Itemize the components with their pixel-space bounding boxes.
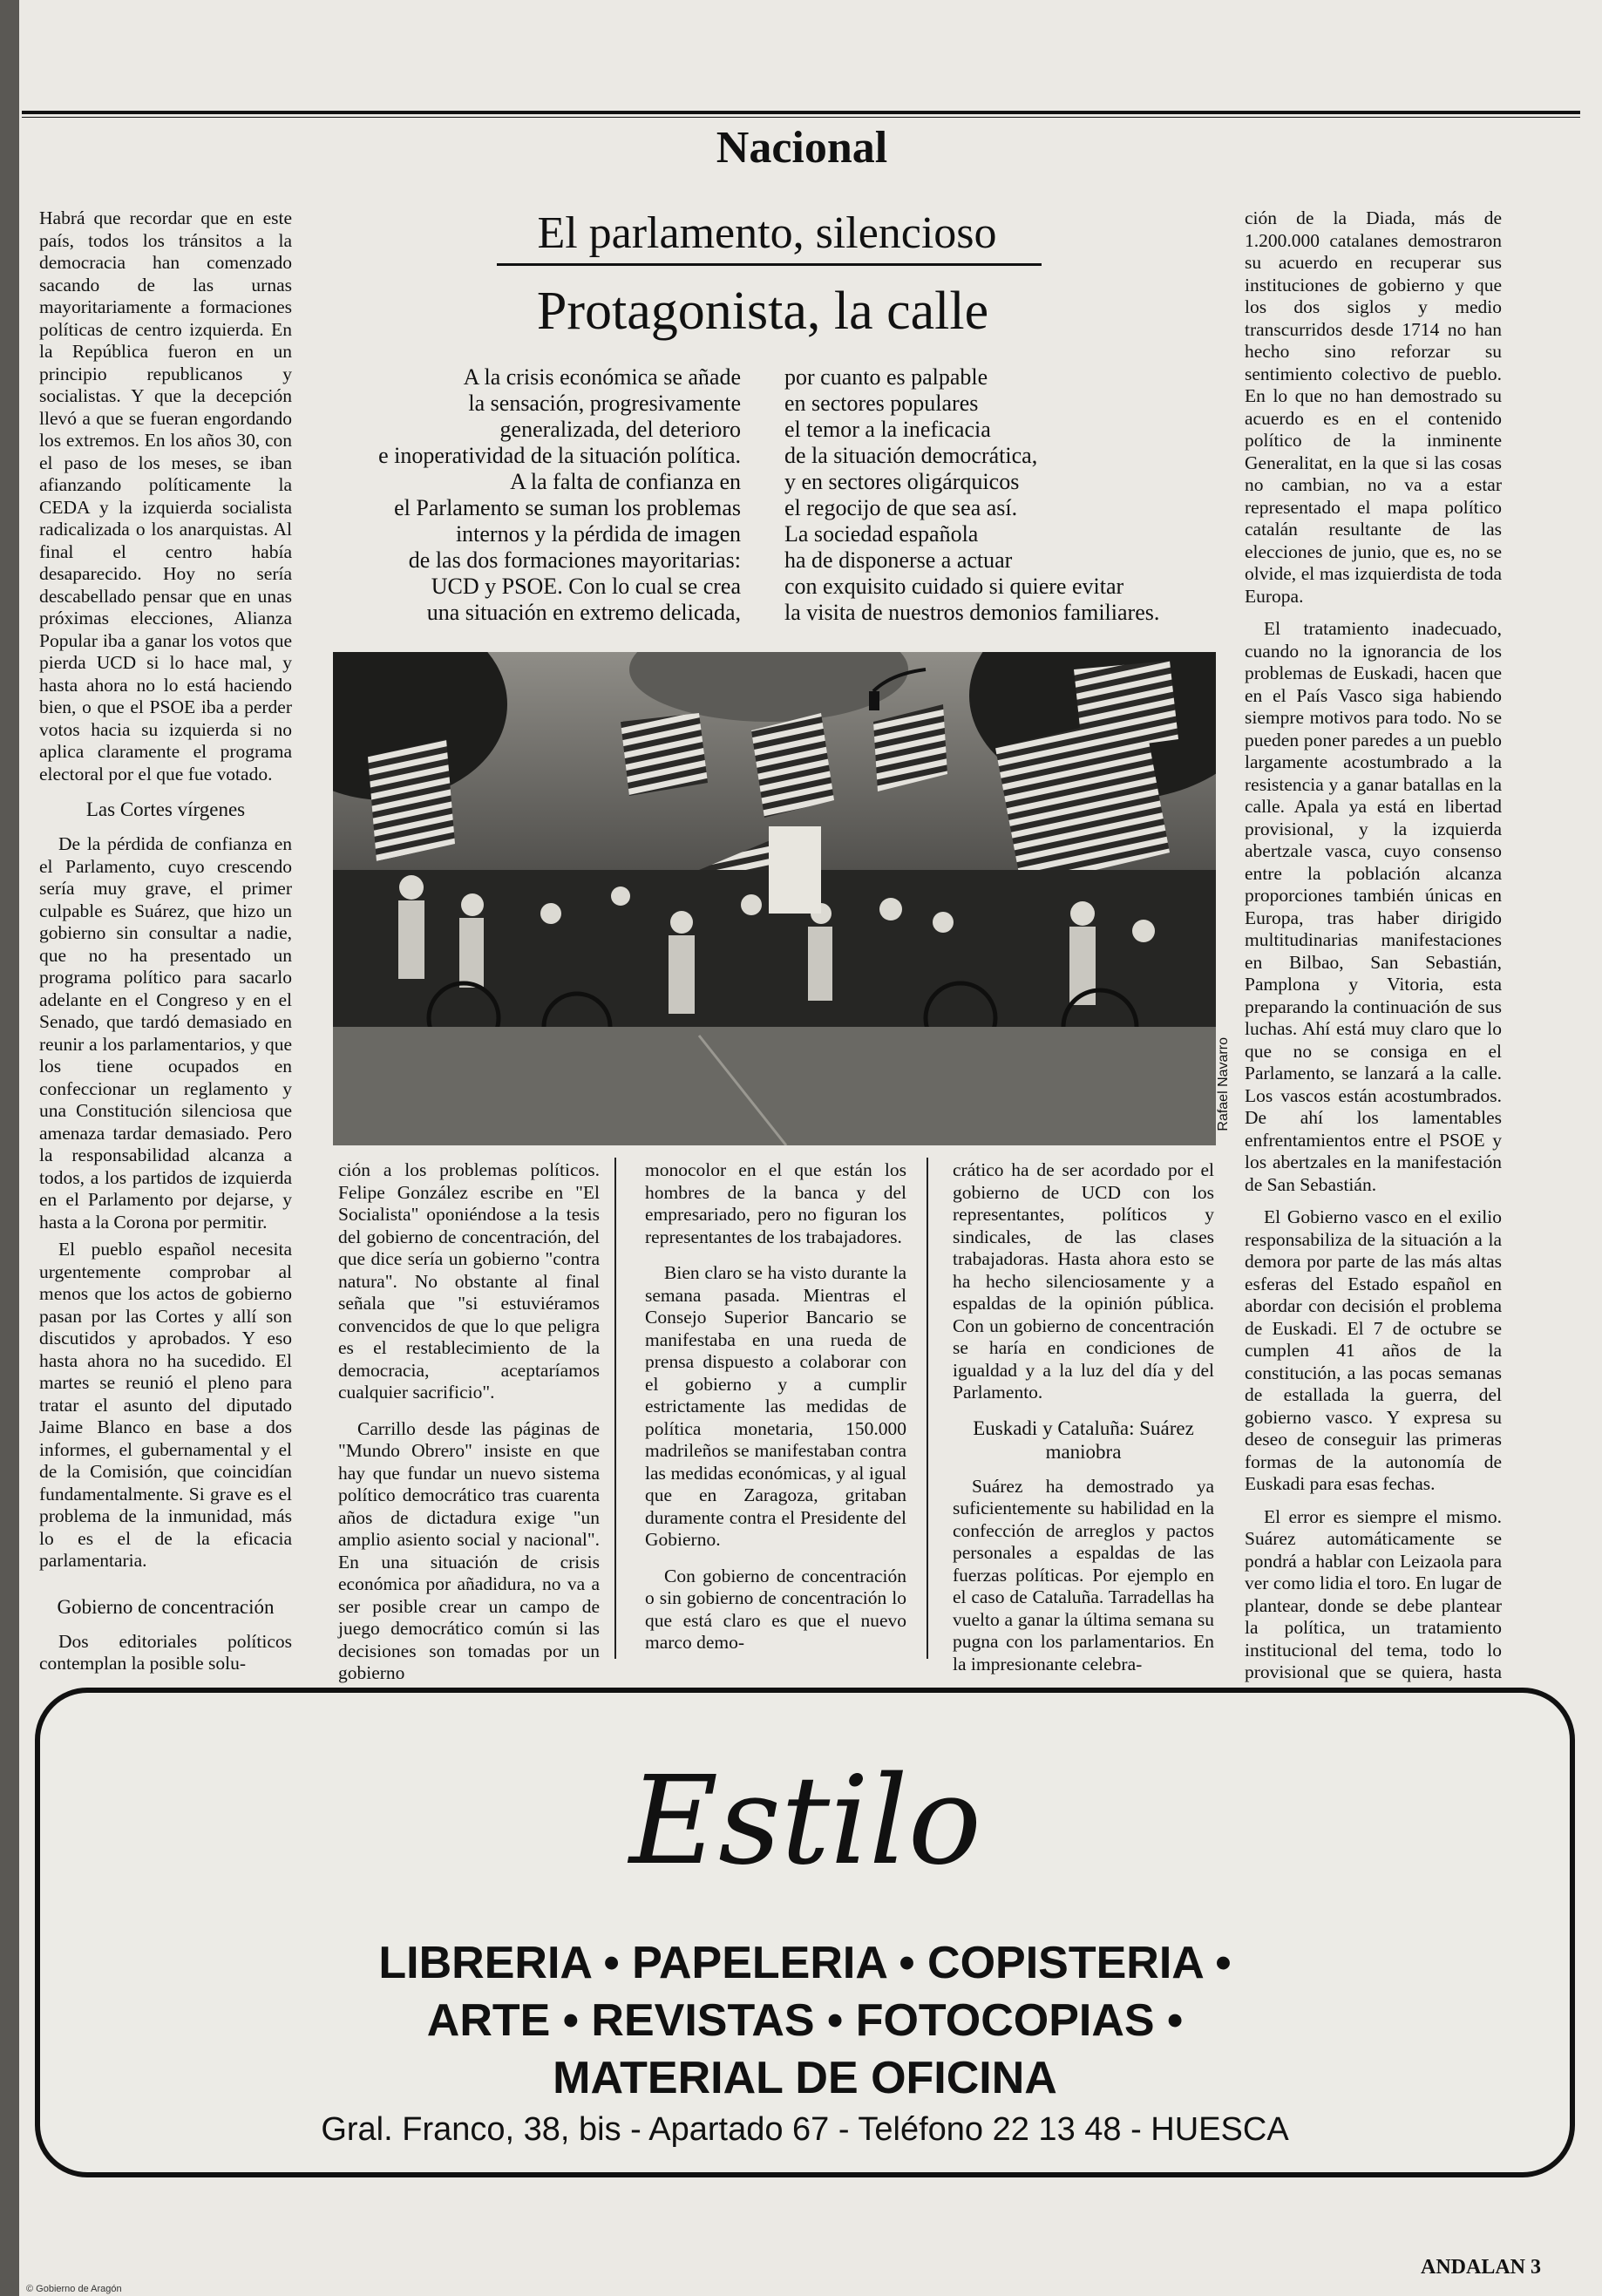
col2-paragraph-1: ción a los problemas políticos. Felipe González escribe en "El Socialista" oponiéndose a la tesis del gobierno de concentración, del que dice sería un gobierno "contra natura". No obstante al final señala que "si estuviéramos convencidos de que lo que peligra es el restablecimiento de la democracia, aceptaríamos cualquier sacrificio". xyxy=(338,1159,600,1403)
source-credit: © Gobierno de Aragón xyxy=(26,2284,122,2294)
dek-line: con exquisito cuidado si quiere evitar xyxy=(784,574,1124,599)
estilo-logo-graphic xyxy=(605,1745,1006,1893)
dek-left xyxy=(327,364,741,626)
column-2 xyxy=(338,1159,600,1690)
estilo-logo xyxy=(40,1745,1570,1898)
photo-credit: Rafael Navarro xyxy=(1216,1037,1231,1131)
dek-line: generalizada, del deterioro xyxy=(499,417,741,442)
col4-paragraph-1: crático ha de ser acordado por el gobierno de UCD con los representantes, políticos y sindicales, de las clases trabajadoras. Hasta ahora esto se ha hecho silenciosamente y a espaldas de la opinión pública. Con un gobierno de concentración se haría en condiciones de igualdad y a la luz del día y del Parlamento. xyxy=(953,1159,1214,1403)
ad-line-1: LIBRERIA • PAPELERIA • COPISTERIA • xyxy=(378,1938,1232,1988)
col4-paragraph-2: Suárez ha demostrado ya suficientemente su habilidad en la confección de arreglos y pactos personales a espaldas de las fuerzas políticas. Por ejemplo en el caso de Cataluña. Tarradellas ha vuelto a ganar la última semana su pugna con los parlamentarios. En la impresionante celebra- xyxy=(953,1475,1214,1674)
dek-line: el regocijo de que sea así. xyxy=(784,495,1018,520)
col2-paragraph-2: Carrillo desde las páginas de "Mundo Obrero" insiste en que hay que fundar un nuevo sistema político democrático tras cuarenta años de dictadura exige "un amplio asiento social y nacional". En una situación de crisis económica por añadidura, no va a ser posible crear un campo de juego democrático común si las decisiones son tomadas por un gobierno xyxy=(338,1417,600,1683)
section-title: Nacional xyxy=(716,123,888,173)
column-4 xyxy=(953,1159,1214,1681)
headline-top: El parlamento, silencioso xyxy=(537,208,997,258)
ad-line-2: ARTE • REVISTAS • FOTOCOPIAS • xyxy=(426,1995,1184,2046)
dek-line: de la situación democrática, xyxy=(784,443,1038,468)
col3-paragraph-1: monocolor en el que están los hombres de la banca y del empresariado, pero no figuran los representantes de los trabajadores. xyxy=(645,1159,906,1247)
col1-paragraph-4: Dos editoriales políticos contemplan la posible solu- xyxy=(39,1630,292,1674)
headline-rule xyxy=(497,263,1042,266)
dek-right xyxy=(784,364,1212,626)
dek-line: una situación en extremo delicada, xyxy=(426,600,741,625)
demonstration-photo xyxy=(333,652,1216,1145)
ad-address: Gral. Franco, 38, bis - Apartado 67 - Teléfono 22 13 48 - HUESCA xyxy=(321,2111,1289,2148)
col4-subhead-1: Euskadi y Cataluña: Suárez maniobra xyxy=(973,1416,1194,1463)
column-1 xyxy=(39,207,292,1681)
column-5 xyxy=(1245,207,1502,1736)
dek-line: UCD y PSOE. Con lo cual se crea xyxy=(431,574,741,599)
col3-paragraph-3: Con gobierno de concentración o sin gobierno de concentración lo que está claro es que el nuevo marco demo- xyxy=(645,1565,906,1653)
dek-line: e inoperatividad de la situación política. xyxy=(378,443,741,468)
dek-line: y en sectores oligárquicos xyxy=(784,469,1020,494)
col5-paragraph-4: El error es siempre el mismo. Suárez automáticamente se pondrá a hablar con Leizaola para ver como lidia el toro. En lugar de plantear, donde se debe plantear la política, un tratamiento institucional del tema, todo lo provisional que se quiera, hasta xyxy=(1245,1505,1502,1682)
dek-line: el temor a la ineficacia xyxy=(784,417,991,442)
dek-line: internos y la pérdida de imagen xyxy=(455,521,741,547)
dek-line: en sectores populares xyxy=(784,391,979,416)
col3-paragraph-2: Bien claro se ha visto durante la semana pasada. Mientras el Consejo Superior Bancario se manifestaba en una rueda de prensa dispuesto a colaborar con el gobierno y a cumplir estrictamente las medidas de política monetaria, 150.000 madrileños se manifestaban contra las medidas económicas, y al igual que en Zaragoza, gritaban duramente contra el Presidente del Gobierno. xyxy=(645,1262,906,1550)
dek-line: de las dos formaciones mayoritarias: xyxy=(408,547,741,573)
dek-line: ha de disponerse a actuar xyxy=(784,547,1013,573)
col5-paragraph-2: El tratamiento inadecuado, cuando no la ignorancia de los problemas de Euskadi, hacen que en el País Vasco siga habiendo siempre motivos para todo. No se pueden poner paredes a un pueblo largamente acostumbrado a la resistencia y a ganar batallas en la calle. Apala ya está en libertad provisional, y la izquierda abertzale vasca, cuyo consenso entre la población alcanza proporciones también únicas en Europa, tras haber dirigido multitudinarias manifestaciones en Bilbao, San Sebastián, Pamplona y Vitoria, esta preparando la continuación de sus luchas. Ahí está muy claro que lo que no se consiga en el Parlamento, se lanzará a la calle. Los vascos están acostumbrados. De ahí los lamentables enfrentamientos entre el PSOE y los abertzales en la manifestación de San Sebastián. xyxy=(1245,618,1502,1195)
column-rule xyxy=(614,1158,616,1659)
col5-paragraph-3: El Gobierno vasco en el exilio responsabiliza de la situación a la demora por parte de las más altas esferas del Estado español en abordar con decisión el problema de Euskadi. El 7 de octubre se cumplen 41 años de la constitución, a las pocas semanas de estallada la guerra, del gobierno vasco. Y expresa su deseo de conseguir las primeras formas de la autonomía de Euskadi para esas fechas. xyxy=(1245,1206,1502,1494)
dek-line: A la crisis económica se añade xyxy=(463,364,741,390)
dek-line: el Parlamento se suman los problemas xyxy=(394,495,741,520)
binding-edge xyxy=(0,0,19,2296)
photo-illustration xyxy=(333,652,1216,1145)
col1-paragraph-1: Habrá que recordar que en este país, todos los tránsitos a la democracia han comenzado sacando de las urnas mayoritariamente a formaciones políticas de centro izquierda. En la República fueron en un principio republicanos y socialistas. Y que la decepción llevó a que se fueran engordando los extremos. En los años 30, con el paso de los meses, se iban afianzando políticamente la CEDA y la izquierda socialista radicalizada o los anarquistas. Al final el centro había desaparecido. Hoy no sería descabellado pensar que en unas próximas elecciones, Alianza Popular iba a ganar los votos que pierda UCD si lo hace mal, y hasta ahora no lo está haciendo bien, o que el PSOE iba a perder votos hacia su izquierda si no aplica claramente el programa electoral por el que fue votado. xyxy=(39,207,292,785)
estilo-logo-text: Estilo xyxy=(628,1750,981,1892)
dek-line: la visita de nuestros demonios familiares. xyxy=(784,600,1160,625)
dek-line: La sociedad española xyxy=(784,521,979,547)
col1-paragraph-2: De la pérdida de confianza en el Parlamento, cuyo crescendo sería muy grave, el primer culpable es Suárez, que hizo un gobierno sin consultar a nadie, que no ha presentado un programa político para sacarlo adelante en el Congreso y en el Senado, que tardó demasiado en reunir a los parlamentarios, y que los tiene ocupados en confeccionar un reglamento y una Constitución silenciosa que amenaza tardar demasiado. Pero la responsabilidad alcanza a todos, a los partidos de izquierda en el Parlamento por dejarse, y hasta a la Corona por permitir. xyxy=(39,833,292,1233)
dek-line: por cuanto es palpable xyxy=(784,364,988,390)
col1-paragraph-3: El pueblo español necesita urgentemente comprobar al menos que los actos de gobierno pasan por las Cortes y allí son discutidos y aprobados. Y eso hasta ahora no ha sucedido. El martes se reunió el pleno para tratar el asunto del diputado Jaime Blanco en base a dos informes, el gubernamental y el de la Comisión, que coincidían fundamentalmente. Si grave es el problema de la inmunidad, más lo es el de la eficacia parlamentaria. xyxy=(39,1239,292,1571)
col5-paragraph-1: ción de la Diada, más de 1.200.000 catalanes demostraron su acuerdo en recuperar sus instituciones de gobierno y que los dos siglos y medio transcurridos desde 1714 no han hecho sino reforzar su sentimiento colectivo de pueblo. En lo que no han demostrado su acuerdo es en el contenido político de la inminente Generalitat, en la que si las cosas no cambian, no va a estar representado el mapa político catalán resultante de las elecciones de junio, que es, no se olvide, el mas izquierdista de toda Europa. xyxy=(1245,207,1502,607)
col1-subhead-1: Las Cortes vírgenes xyxy=(85,798,246,820)
top-rule xyxy=(22,111,1580,114)
page-footer: ANDALAN 3 xyxy=(1421,2256,1541,2279)
column-rule xyxy=(927,1158,928,1659)
dek-line: A la falta de confianza en xyxy=(510,469,741,494)
ad-line-3: MATERIAL DE OFICINA xyxy=(553,2053,1057,2103)
headline-main: Protagonista, la calle xyxy=(536,282,989,341)
advertisement-estilo xyxy=(35,1688,1575,2177)
dek-line: la sensación, progresivamente xyxy=(468,391,741,416)
top-rule-thin xyxy=(22,117,1580,118)
col1-subhead-2: Gobierno de concentración xyxy=(57,1595,275,1618)
column-3 xyxy=(645,1159,906,1660)
